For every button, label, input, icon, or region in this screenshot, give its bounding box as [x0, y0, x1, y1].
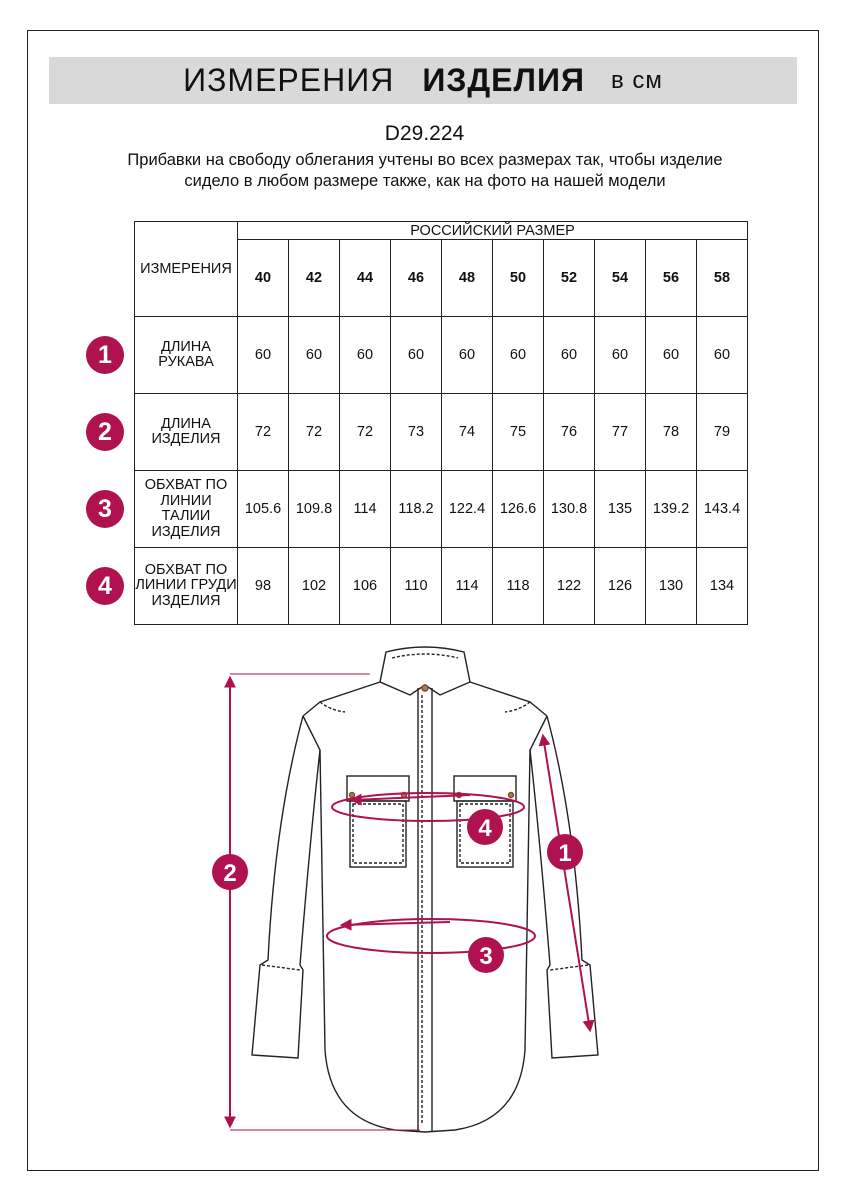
table-cell: 60 [391, 317, 442, 394]
size-cell: 48 [442, 240, 493, 317]
fit-note: Прибавки на свободу облегания учтены во всех размерах так, чтобы изделие сидело в любом размере также, как на фото на нашей модели [127, 151, 723, 190]
row-badge-2: 2 [86, 413, 124, 451]
row-label: ОБХВАТ ПО ЛИНИИ ГРУДИ ИЗДЕЛИЯ [135, 548, 238, 625]
table-cell: 106 [340, 548, 391, 625]
table-cell: 130 [646, 548, 697, 625]
size-cell: 52 [544, 240, 595, 317]
table-cell: 60 [289, 317, 340, 394]
size-cell: 58 [697, 240, 748, 317]
table-cell: 74 [442, 394, 493, 471]
table-cell: 79 [697, 394, 748, 471]
table-cell: 118 [493, 548, 544, 625]
table-cell: 72 [289, 394, 340, 471]
table-cell: 60 [646, 317, 697, 394]
table-cell: 77 [595, 394, 646, 471]
table-cell: 60 [238, 317, 289, 394]
table-cell: 60 [340, 317, 391, 394]
row-label: ДЛИНА РУКАВА [135, 317, 238, 394]
table-row [135, 317, 748, 394]
table-cell: 122.4 [442, 471, 493, 548]
table-cell: 126 [595, 548, 646, 625]
table-cell: 130.8 [544, 471, 595, 548]
title-part-2: ИЗДЕЛИЯ [422, 62, 585, 98]
page-title [49, 57, 797, 104]
table-cell: 72 [238, 394, 289, 471]
table-cell: 114 [442, 548, 493, 625]
table-cell: 60 [544, 317, 595, 394]
marker-1-label: 1 [558, 840, 572, 867]
size-cell: 46 [391, 240, 442, 317]
size-cell: 54 [595, 240, 646, 317]
table-row [135, 548, 748, 625]
measurement-header: ИЗМЕРЕНИЯ [135, 222, 238, 317]
table-cell: 78 [646, 394, 697, 471]
row-badge-4: 4 [86, 567, 124, 605]
table-cell: 143.4 [697, 471, 748, 548]
row-badge-1: 1 [86, 336, 124, 374]
table-cell: 73 [391, 394, 442, 471]
size-header: РОССИЙСКИЙ РАЗМЕР [238, 222, 748, 240]
table-cell: 135 [595, 471, 646, 548]
table-cell: 114 [340, 471, 391, 548]
table-cell: 76 [544, 394, 595, 471]
marker-4-label: 4 [478, 815, 492, 842]
table-cell: 72 [340, 394, 391, 471]
table-cell: 122 [544, 548, 595, 625]
table-cell: 60 [595, 317, 646, 394]
shirt-outline [252, 647, 598, 1132]
table-cell: 60 [697, 317, 748, 394]
size-cell: 44 [340, 240, 391, 317]
size-cell: 40 [238, 240, 289, 317]
table-cell: 109.8 [289, 471, 340, 548]
title-part-1: ИЗМЕРЕНИЯ [183, 62, 395, 98]
table-cell: 118.2 [391, 471, 442, 548]
title-unit: в см [610, 66, 663, 94]
table-row [135, 471, 748, 548]
size-table [134, 221, 748, 625]
table-cell: 60 [442, 317, 493, 394]
size-cell: 50 [493, 240, 544, 317]
table-cell: 139.2 [646, 471, 697, 548]
table-cell: 102 [289, 548, 340, 625]
table-cell: 105.6 [238, 471, 289, 548]
row-badge-3: 3 [86, 490, 124, 528]
marker-3-label: 3 [479, 943, 493, 970]
table-cell: 60 [493, 317, 544, 394]
shirt-measurement-diagram [0, 640, 849, 1160]
table-row [135, 394, 748, 471]
row-label: ОБХВАТ ПО ЛИНИИ ТАЛИИ ИЗДЕЛИЯ [135, 471, 238, 548]
table-cell: 134 [697, 548, 748, 625]
table-cell: 126.6 [493, 471, 544, 548]
measurement-lines [230, 674, 590, 1130]
table-cell: 110 [391, 548, 442, 625]
product-code: D29.224 [384, 122, 465, 145]
table-cell: 98 [238, 548, 289, 625]
marker-2-label: 2 [223, 860, 237, 887]
size-cell: 56 [646, 240, 697, 317]
table-cell: 75 [493, 394, 544, 471]
size-cell: 42 [289, 240, 340, 317]
row-label: ДЛИНА ИЗДЕЛИЯ [135, 394, 238, 471]
